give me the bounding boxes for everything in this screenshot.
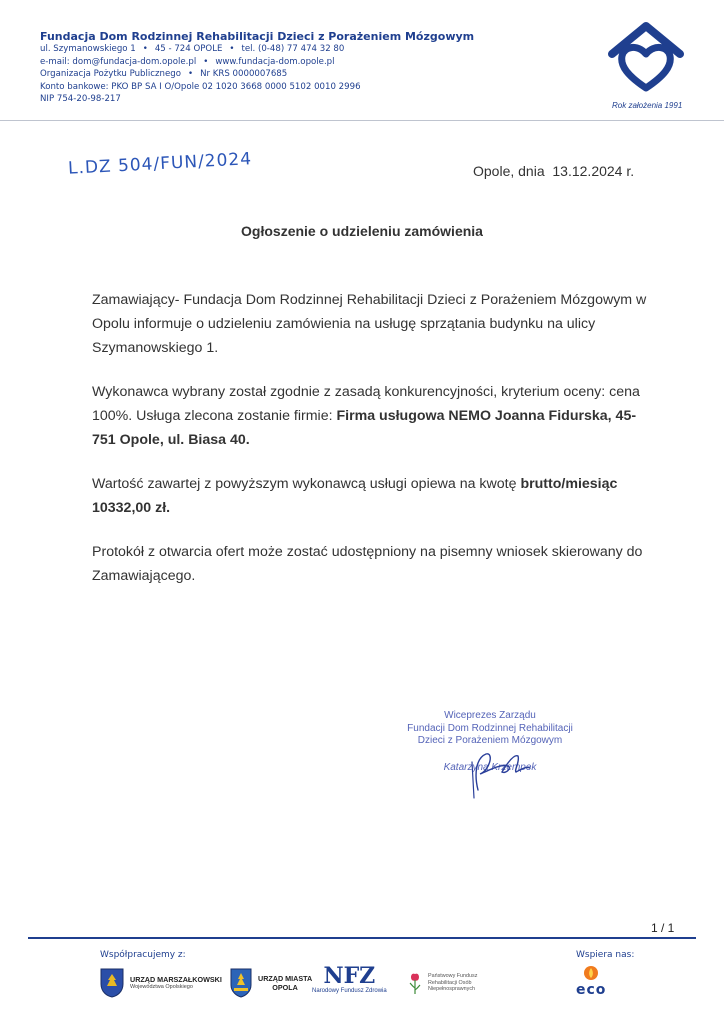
eco-logo-text: eco bbox=[576, 982, 607, 998]
paragraph-2 bbox=[92, 380, 652, 452]
phone: tel. (0-48) 77 474 32 80 bbox=[241, 44, 345, 54]
page-number: 1 / 1 bbox=[651, 921, 675, 935]
stamp-position: Wiceprezes Zarządu bbox=[444, 710, 536, 721]
stamp-org-line-2: Dzieci z Porażeniem Mózgowym bbox=[417, 735, 563, 746]
supporter-eco bbox=[576, 965, 606, 1001]
pfron-line-3: Niepełnosprawnych bbox=[428, 986, 476, 993]
house-heart-icon bbox=[606, 18, 686, 94]
partner-pfron bbox=[408, 965, 477, 1001]
letterhead bbox=[40, 30, 474, 106]
cooperate-label: Współpracujemy z: bbox=[100, 950, 186, 960]
document-title: Ogłoszenie o udzieleniu zamówienia bbox=[241, 223, 483, 239]
opolskie-coat-of-arms-icon bbox=[100, 968, 124, 998]
postal-code: 45 - 724 OPOLE bbox=[154, 44, 223, 54]
opole-city-crest-icon bbox=[230, 968, 252, 998]
street: ul. Szymanowskiego 1 bbox=[40, 44, 136, 54]
partner-umwo bbox=[100, 965, 222, 1001]
eco-flame-icon bbox=[582, 965, 600, 981]
contact-line: e-mail: dom@fundacja-dom.opole.pl • www.fundacja-dom.opole.pl bbox=[40, 56, 335, 67]
contractor-name: Firma usługowa NEMO Joanna Fidurska, 45-751 Opole, ul. Biasa 40. bbox=[92, 408, 637, 448]
paragraph-3 bbox=[92, 472, 652, 520]
umo-name-2: OPOLA bbox=[272, 983, 298, 992]
pfron-line-2: Rehabilitacji Osób bbox=[428, 979, 472, 986]
address-line: ul. Szymanowskiego 1 • 45 - 724 OPOLE • tel. (0-48) 77 474 32 80 bbox=[40, 44, 345, 54]
footer-divider bbox=[28, 937, 696, 939]
contract-value: brutto/miesiąc 10332,00 zł. bbox=[92, 476, 618, 516]
stamp-org-line-1: Fundacji Dom Rodzinnej Rehabilitacji bbox=[407, 722, 573, 734]
nfz-full-name: Narodowy Fundusz Zdrowia bbox=[312, 988, 387, 994]
bank-account: Konto bankowe: PKO BP SA I O/Opole 02 1020 3668 0000 5102 0010 2996 bbox=[40, 81, 361, 92]
umo-name-1: URZĄD MIASTA bbox=[258, 974, 313, 983]
header-divider bbox=[0, 120, 724, 121]
krs-number: Nr KRS 0000007685 bbox=[200, 69, 288, 80]
supports-label: Wspiera nas: bbox=[576, 950, 635, 960]
registry-line: Organizacja Pożytku Publicznego • Nr KRS 0000007685 bbox=[40, 69, 288, 80]
stamp-name: Katarzyna Krzempek bbox=[443, 761, 537, 773]
nip-number: NIP 754-20-98-217 bbox=[40, 94, 121, 105]
umwo-name: URZĄD MARSZAŁKOWSKI bbox=[130, 975, 222, 984]
handwritten-signature bbox=[456, 740, 556, 800]
pfron-tulip-icon bbox=[408, 970, 422, 996]
place-date bbox=[473, 163, 634, 179]
date: 13.12.2024 r. bbox=[552, 163, 635, 179]
partner-nfz bbox=[312, 965, 387, 1001]
handwritten-reference: L.DZ 504/FUN/2024 bbox=[67, 149, 253, 179]
paragraph-4: Protokół z otwarcia ofert może zostać udostępniony na pisemny wniosek skierowany do Zamawiającego. bbox=[92, 544, 643, 584]
document-body bbox=[92, 288, 652, 608]
pfron-line-1: Państwowy Fundusz bbox=[428, 972, 478, 979]
partner-umo bbox=[230, 965, 312, 1001]
organization-name: Fundacja Dom Rodzinnej Rehabilitacji Dzieci z Porażeniem Mózgowym bbox=[40, 30, 475, 43]
nfz-logo: NFZ bbox=[323, 963, 376, 989]
paragraph-3-text: Wartość zawartej z powyższym wykonawcą usługi opiewa na kwotę bbox=[92, 476, 517, 492]
paragraph-1: Zamawiający- Fundacja Dom Rodzinnej Rehabilitacji Dzieci z Porażeniem Mózgowym w Opolu informuje o udzieleniu zamówienia na usługę sprzątania budynku na ulicy Szymanowskiego 1. bbox=[92, 292, 647, 356]
place-prefix: Opole, dnia bbox=[473, 163, 545, 179]
email-link[interactable]: e-mail: dom@fundacja-dom.opole.pl bbox=[40, 56, 197, 67]
founded-year: Rok założenia 1991 bbox=[612, 101, 683, 110]
opp-status: Organizacja Pożytku Publicznego bbox=[40, 69, 181, 80]
paragraph-2-text: Wykonawca wybrany został zgodnie z zasadą konkurencyjności, kryterium oceny: cena 100%. Usługa zlecona zostanie firmie: bbox=[92, 384, 640, 424]
website-link[interactable]: www.fundacja-dom.opole.pl bbox=[215, 56, 335, 67]
umwo-region: Województwa Opolskiego bbox=[130, 984, 193, 990]
